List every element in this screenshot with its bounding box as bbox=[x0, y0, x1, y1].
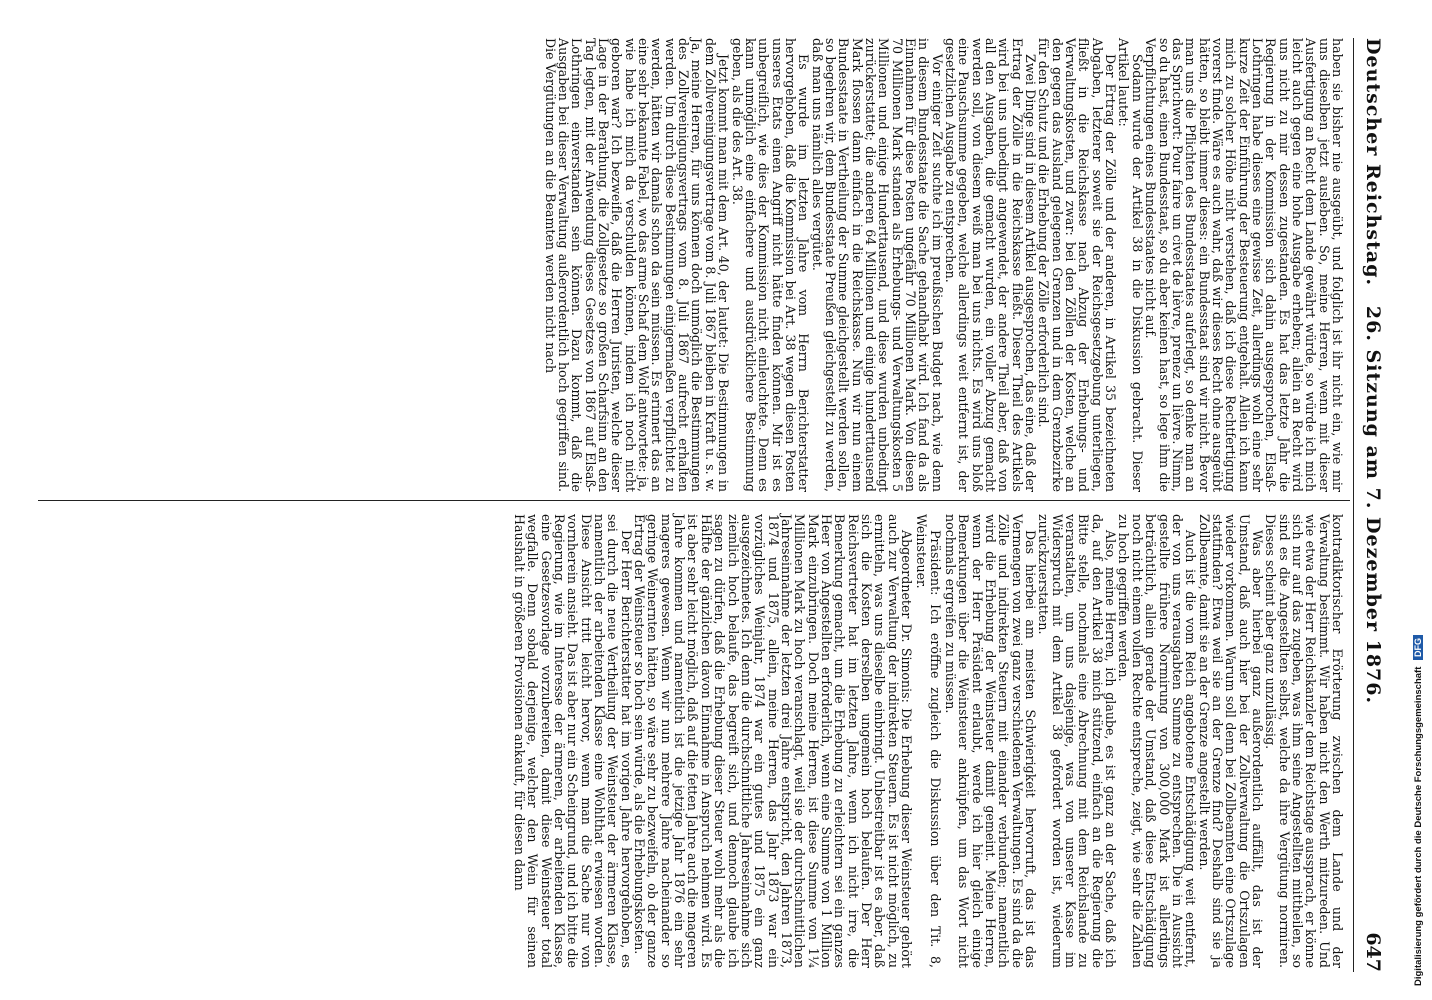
president-remark: Präsident: Ich eröffne zugleich die Diskussion über den Tit. 8, Weinsteuer. bbox=[914, 514, 943, 968]
dfg-logo: DFG bbox=[1413, 635, 1423, 660]
text-column-right bbox=[513, 514, 1344, 968]
digitization-credit bbox=[1413, 66, 1427, 986]
scanned-page bbox=[14, 8, 1406, 992]
paragraph: Das hierbei am meisten Schwierigkeit hervorruft, das ist das Vermengen von zwei ganz verschiedenen Verwaltungen. Es sind da die Zölle und indirekten Steuern mit einander verbunden; namentlich wird die Erhebung der Weinsteuer damit gemeint. Meine Herren, wenn der Herr Präsident erlaubt, werde ich hier gleich einige Bemerkungen über die Weinsteuer anknüpfen, um das Wort nicht nochmals ergreifen zu müssen. bbox=[943, 514, 1039, 968]
paragraph: Es wurde im letzten Jahre vom Herrn Berichterstatter hervorgehoben, daß die Kommission bei Art. 38 wegen diesen Posten unseres Etats einen Angriff nicht hätte finden können. Mir ist es unbegreiflich, wie dies der Kommission nicht einleuchtete. Denn es kann unmöglich eine einfachere und ausdrücklichere Bestimmung geben, als die des Art. 38. bbox=[729, 38, 812, 492]
paragraph: Sodann wurde der Artikel 38 in die Diskussion gebracht. Dieser Artikel lautet: bbox=[1116, 38, 1145, 492]
credit-text: Digitalisierung gefördert durch die Deutsche Forschungsgemeinschaft bbox=[1413, 666, 1424, 986]
quoted-article: Der Ertrag der Zölle und der anderen, in Artikel 35 bezeichneten Abgaben, letzterer soweit sie der Reichsgesetzgebung unterliegen, fließt in die Reichskasse nach Abzug der Erhebungs- und Verwaltungskosten, und zwar: bei den Zöllen der Kosten, welche an den gegen das Ausland gelegenen Grenzen und in dem Grenzbezirke für den Schutz und die Erhebung der Zölle erforderlich sind. bbox=[1036, 38, 1119, 492]
text-column-left bbox=[543, 38, 1344, 492]
speech-simonis: Abgeordneter Dr. Simonis: Die Erhebung dieser Weinsteuer gehört auch zur Verwaltung der indirekten Steuern. Es ist nicht möglich, zu ermitteln, was uns dieselbe einbringt. Unbestreitbar ist es aber, daß sich die Kosten derselben ungemein hoch belaufen. Der Herr Reichsvertreter hat im letzten Jahre, wenn ich nicht irre, die Bemerkung gemacht, um die Erhebung zu erleichtern sei ein ganzes Heer von Angestellten erforderlich, wenn eine Summe von 1 Million Mark einzubringen. Doch meine Herren, ist diese Summe von 1¼ Millionen Mark zu hoch veranschlagt, weil sie der durchschnittlichen Jahreseinnahme der letzten drei Jahre entspricht, den Jahren 1873, 1874 und 1875, allein, meine Herren, das Jahr 1873 war ein vorzügliches Weinjahr, 1874 war ein gutes und 1875 ein ganz ausgezeichnetes. Ich denn die durchschnittliche Jahreseinnahme sich ziemlich hoch belaufe, das begreift sich, und dennoch glaube ich sagen zu dürfen, daß die Erhebung dieser Steuer wohl mehr als die Hälfte der gänzlichen davon Einnahme in Anspruch nehmen wird. Es ist aber sehr leicht möglich, daß auf die fetten Jahre auch die mageren Jahre kommen und namentlich ist die jetzige Jahr 1876 ein sehr mageres gewesen. Wenn wir nun mehrere Jahre nacheinander so geringe Weinernten hätten, so wäre sehr zu bezweifeln, ob der ganze Ertrag der Weinsteuer so hoch sein würde, als die Erhebungskosten. bbox=[632, 514, 914, 968]
paragraph: Der Herr Berichterstatter hat im vorigen Jahre hervorgehoben, es sei durch die neue Vertheilung der Weinsteuer der ärmeren Klasse, namentlich der arbeitenden Klasse eine Wohlthat erwiesen worden. Diese Ansicht tritt leicht hervor, wenn man die Sache nur von vornherein ansieht. Das ist aber nur ein Scheingrund, und ich bitte die Regierung, wie im Interesse der ärmeren, der arbeitenden Klasse, eine Gesetzesvorlage vorzubereiten, damit diese Weinsteuer total wegfalle. Denn sobald derjenige, welcher den Wein für seinen Haushalt in größeren Provisionen ankauft, für diesen dann bbox=[512, 514, 634, 968]
paragraph: Zwei Dinge sind in diesem Artikel ausgesprochen, das eine, daß der Ertrag der Zölle in die Reichskasse fließt. Dieser Theil des Artikels wird bei uns unbedingt angewendet, der andere Theil aber, daß von all den Ausgaben, die gemacht wurden, ein voller Abzug gemacht werden soll, von diesem weiß man bei uns nichts. Es wird uns bloß eine Pauschsumme gegeben, welche allerdings weit entfernt ist, der gesetzlichen Ausgabe zu entsprechen. bbox=[943, 38, 1039, 492]
paragraph: haben sie bisher nie ausgeübt, und folglich ist ihr nicht ein, wie mir uns dieselben jetzt ausleben. So, meine Herren, wenn mit dieser Ausfertigung an Recht dem Lande gewährt würde, so würde ich mich leicht auch gegen eine hohe Ausgabe erheben; allein an Recht wird uns nicht zu mir dessen zugestanden. Es hat das letzte Jahr die Regierung in der Kommission sich dahin ausgesprochen, Elsaß-Lothringen habe dieses eine gewisse Zeit, allerdings wohl eine sehr kurze Zeit der Einführung der Besteuerung entgehalt. Allein ich kann mich zu solcher Höhe nicht verstehen, daß ich diese Rechtfertigung vorerst finde. Wäre es auch wahr, daß wir dieses Recht ohne ausgeübt hätten, so bleibt immer dieses: ein Bundesstaat sind wir nicht. Bevor man uns die Pflichten des Bundesstaates auferlegt, so denke man an das Sprichwort: Pour faire un civet de lièvre, prenez un lièvre. Nimm, so du hast, einen Bundesstaat, so du aber keinen hast, so lege ihm die Verpflichtungen eines Bundesstaates nicht auf. bbox=[1143, 38, 1345, 492]
running-header bbox=[1353, 38, 1392, 972]
paragraph: Vor einiger Zeit suchte ich im preußischen Budget nach, wie denn in diesem Bundesstaate die Sache gehandhabt wird. Ich fand da als Einnahmen für diese Posten ungefähr 70 Millionen Mark. Von diesen 70 Millionen Mark standen als Erhebungs- und Verwaltungskosten 5 Millionen und einige Hunderttausend, und diese wurden unbedingt zurückerstattet; die anderen 64 Millionen und einige hunderttausend Mark flossen dann einfach in die Reichskasse. Nun wir nun einem Bundesstaate in Vertheilung der Summe gleichgestellt werden sollen, so begehren wir, dem Bundesstaate Preußen gleichgestellt zu werden, daß man uns nämlich alles vergütet. bbox=[809, 38, 945, 492]
header-session-date: 26. Sitzung am 7. Dezember 1876. bbox=[1362, 305, 1384, 705]
paragraph: Also, meine Herren, ich glaube, es ist ganz an der Sache, daß ich da, auf den Artikel 38 mich stützend, einfach an die Regierung die Bitte stelle, nochmals eine Abrechnung mit dem Reichslande zu veranstalten, um uns dasjenige, was von unserer Kasse im Widerspruch mit dem Artikel 38 gefordert worden ist, wiederum zurückzuerstatten. bbox=[1036, 514, 1119, 968]
header-publication: Deutscher Reichstag. bbox=[1362, 38, 1384, 287]
page-number: 647 bbox=[1362, 932, 1384, 972]
paragraph: kontradiktorischer Erörterung zwischen dem Lande und der Verwaltung bestimmt. Wir haben nicht den Werth mitzureden. Und wie etwa der Herr Reichskanzler dem Reichstage aussprach, er könne sich nur auf das zugeben, was ihm seine Angestellten mittheilen, so sind es die Angestellten selbst, welche da ihre Vergütung normiren. Dieses scheint aber ganz unzulässig. bbox=[1263, 514, 1345, 968]
column-divider bbox=[38, 500, 1350, 501]
paragraph: Was aber hierbei ganz außerordentlich auffällt, das ist der Umstand, daß auch hier bei der Zollverwaltung die Ortszulagen wieder vorkommen. Warum soll denn bei Zollbeamten eine Ortszulage stattfinden? Etwa weil sie an der Grenze find? Deshalb sind sie ja Zollbeamte, damit sie an der Grenze angestellt werden. bbox=[1196, 514, 1265, 968]
paragraph: Jetzt kommt man mit dem Art. 40, der lautet: Die Bestimmungen in dem Zollvereinigungsvertrage vom 8. Juli 1867 bleiben in Kraft u. s. w. Ja, meine Herren, für uns können doch unmöglich die Bestimmungen des Zollvereinigungsvertrags vom 8. Juli 1867 aufrecht erhalten werden. Um durch diese Bestimmungen einigermaßen verpflichtet zu werden, hätten wir damals schon da sein müssen. Es erinnert das an eine sehr bekannte Fabel, wo das arme Schaf dem Wolf antwortete: ja, wie habe ich mich da verschulden können, indem ich noch nicht geboren war? Ich bezweifle, daß die Herren Juristen, welche dieser Lage in der Berathung, die Zollgesetze so großen Scharfsinn an den Tag legten, mit der Anwendung dieses Gesetzes von 1867 auf Elsaß-Lothringen einverstanden sein können. Dazu kommt, daß die Ausgaben bei dieser Verwaltung außerordentlich hoch gegriffen sind. Die Vergütungen an die Beamten werden nicht nach bbox=[542, 38, 732, 492]
paragraph: Auch ist die vom Reich angebotene Entschädigung weit entfernt, der von uns verausgabten Summe zu entsprechen. Die in Aussicht gestellte frühere Normirung von 300,000 Mark ist allerdings beträchtlich, allein gerade der Umstand, daß diese Entschädigung noch nicht einem vollen Rechte entspreche, zeigt, wie sehr die Zahlen zu hoch gegriffen werden. bbox=[1116, 514, 1199, 968]
